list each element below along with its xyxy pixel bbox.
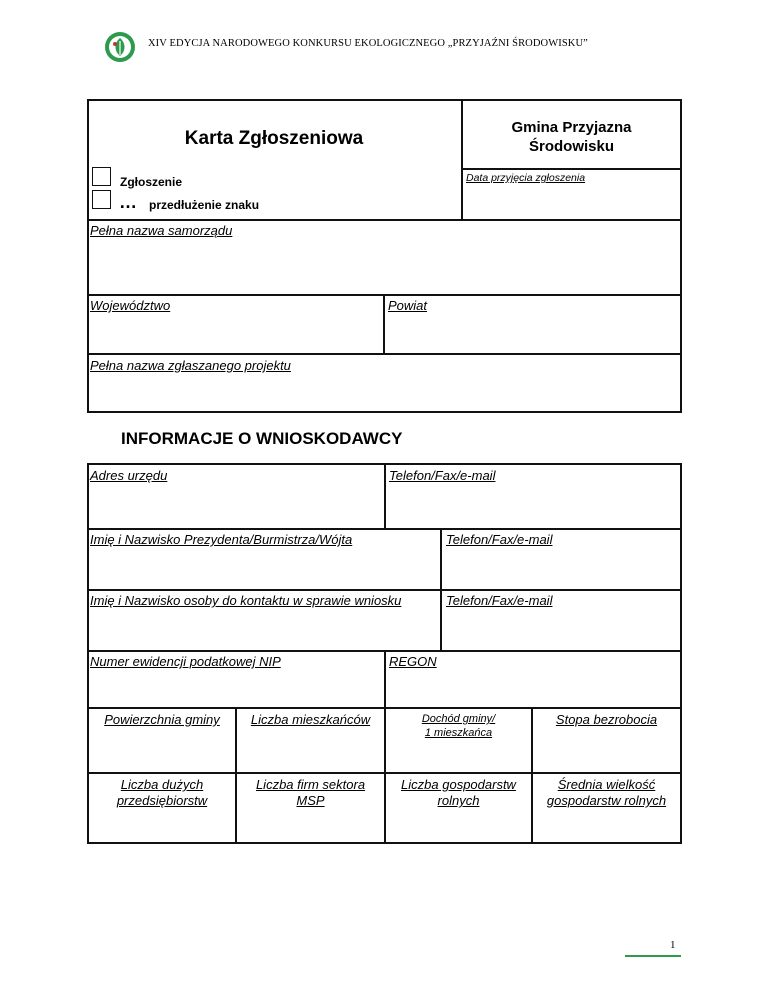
leaf-globe-logo-icon <box>104 31 136 63</box>
liczba-gospodarstw-label: Liczba gospodarstw rolnych <box>401 777 516 808</box>
srednia-wielkosc-gospodarstw-label: Średnia wielkość gospodarstw rolnych <box>546 777 667 808</box>
powierzchnia-gminy-label: Powierzchnia gminy <box>104 712 220 727</box>
nip-label: Numer ewidencji podatkowej NIP <box>90 654 281 669</box>
name-telefon-divider <box>440 528 442 651</box>
dochod-gminy-label: Dochód gminy/ 1 mieszkańca <box>421 713 496 739</box>
footer-line <box>625 955 681 957</box>
telefon-kontakt-label: Telefon/Fax/e-mail <box>446 593 553 608</box>
powiat-label: Powiat <box>388 298 428 313</box>
document-header: XIV EDYCJA NARODOWEGO KONKURSU EKOLOGICZNEGO „PRZYJAŹNI ŚRODOWISKU” <box>148 38 588 49</box>
section-title: INFORMACJE O WNIOSKODAWCY <box>121 429 403 448</box>
woj-powiat-divider <box>383 294 385 354</box>
row-divider-3 <box>87 353 682 355</box>
applicant-row-2 <box>87 589 682 591</box>
telefon-prezydent-label: Telefon/Fax/e-mail <box>446 532 553 547</box>
applicant-right-border <box>680 463 682 844</box>
zgloszenie-checkbox[interactable] <box>92 167 111 186</box>
liczba-duzych-przedsiebiorstw-label: Liczba dużych przedsiębiorstw <box>116 777 208 808</box>
przedluzenie-dots: … <box>119 192 138 212</box>
nip-regon-divider <box>384 650 386 708</box>
przedluzenie-label: przedłużenie znaku <box>149 198 260 212</box>
adres-urzedu-label: Adres urzędu <box>90 468 168 483</box>
pelna-nazwa-projektu-label: Pełna nazwa zgłaszanego projektu <box>90 358 291 373</box>
przedluzenie-checkbox[interactable] <box>92 190 111 209</box>
form-bottom-border <box>87 411 682 413</box>
wojewodztwo-label: Województwo <box>90 298 171 313</box>
row-divider-1 <box>87 219 682 221</box>
osoba-kontakt-label: Imię i Nazwisko osoby do kontaktu w sprawie wniosku <box>90 593 402 608</box>
form-title: Karta Zgłoszeniowa <box>184 128 364 149</box>
liczba-firm-msp-label: Liczba firm sektora MSP <box>255 777 366 808</box>
form-right-border <box>680 99 682 413</box>
brand-divider <box>461 168 682 170</box>
brand-name-line2: Środowisku <box>528 138 614 155</box>
form-top-border <box>87 99 682 101</box>
zgloszenie-label: Zgłoszenie <box>120 175 183 189</box>
telefon-urzad-label: Telefon/Fax/e-mail <box>389 468 496 483</box>
page-number: 1 <box>670 939 676 951</box>
pelna-nazwa-samorzadu-label: Pełna nazwa samorządu <box>90 223 233 238</box>
prezydent-label: Imię i Nazwisko Prezydenta/Burmistrza/Wójta <box>90 532 353 547</box>
regon-label: REGON <box>389 654 437 669</box>
adres-telefon-divider <box>384 463 386 529</box>
stopa-bezrobocia-label: Stopa bezrobocia <box>555 712 658 727</box>
data-przyjecia-label: Data przyjęcia zgłoszenia <box>466 172 586 184</box>
brand-name-line1: Gmina Przyjazna <box>511 119 632 136</box>
liczba-mieszkancow-label: Liczba mieszkańców <box>250 712 371 727</box>
